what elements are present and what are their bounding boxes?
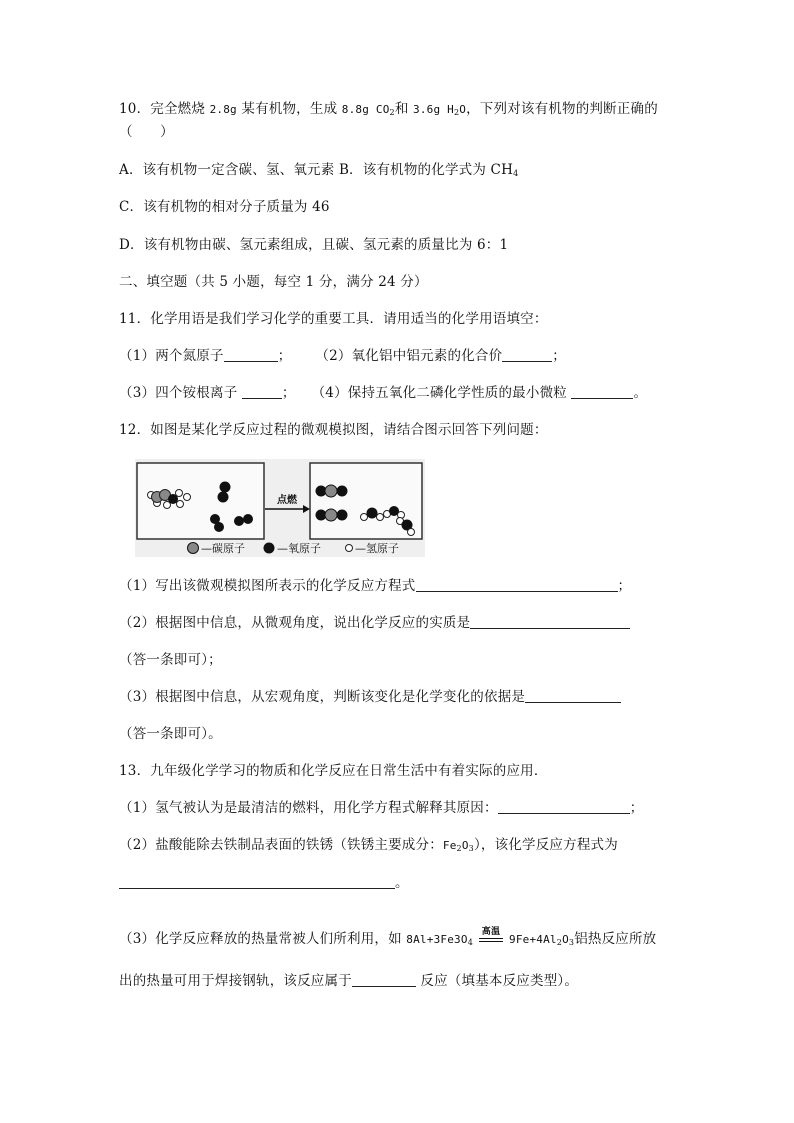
q13-stem: 13．九年级化学学习的物质和化学反应在日常生活中有着实际的应用． (119, 763, 548, 779)
q11-p2-end: ； (552, 348, 566, 364)
q10-mass2: 8.8g CO (341, 103, 390, 116)
q12-line3 (119, 688, 621, 706)
q10-sub: 4 (513, 169, 519, 178)
legend-carbon-swatch (188, 543, 199, 554)
answer-blank[interactable] (352, 973, 416, 987)
reaction-condition (477, 929, 505, 945)
q13-p2b: ），该化学反应方程式为 (473, 837, 618, 853)
q13-formula: Fe (442, 839, 457, 852)
q12-stem: 12．如图是某化学反应过程的微观模拟图，请结合图示回答下列问题： (119, 422, 548, 438)
condition-bar (479, 941, 503, 942)
q12-p1-end: ； (617, 578, 632, 594)
q13-p3d: 反应（填基本反应类型）。 (415, 973, 579, 989)
q12-line2 (119, 614, 630, 632)
arrow-label: 点燃 (277, 495, 297, 506)
legend-hydrogen: —氢原子 (355, 542, 399, 555)
q10-option-d: D．该有机物由碳、氢元素组成，且碳、氢元素的质量比为 6：1 (119, 237, 509, 253)
q13-p3c: 出的热量可用于焊接钢轨，该反应属于 (119, 973, 352, 989)
q10-paren: （ ） (119, 124, 174, 140)
q11-p3: （3）四个铵根离子 (119, 385, 242, 401)
q12-p3: （3）根据图中信息，从宏观角度，判断该变化是化学变化的依据是 (119, 689, 526, 705)
q10-option-c: C．该有机物的相对分子质量为 46 (119, 199, 330, 215)
q13-p3b: 铝热反应所放 (574, 931, 657, 947)
answer-blank[interactable] (525, 689, 621, 703)
q13-line3 (119, 929, 656, 952)
q10-option-a (119, 161, 518, 183)
q13-p1-end: ； (629, 800, 644, 816)
q12-p1: （1）写出该微观模拟图所表示的化学反应方程式 (119, 578, 416, 594)
q13-p3a: （3）化学反应释放的热量常被人们所利用，如 (119, 931, 407, 947)
condition-bar (479, 938, 503, 939)
answer-blank[interactable] (242, 385, 282, 399)
legend-carbon: —碳原子 (201, 542, 245, 555)
answer-blank[interactable] (502, 348, 552, 362)
q13-p2a: （2）盐酸能除去铁制品表面的铁锈（铁锈主要成分： (119, 837, 443, 853)
q10-stem-b: 某有机物，生成 (236, 101, 342, 117)
q10-option-a-text: A．该有机物一定含碳、氢、氧元素 B．该有机物的化学式为 CH (119, 162, 514, 178)
q11-stem: 11．化学用语是我们学习化学的重要工具．请用适当的化学用语填空： (119, 311, 548, 327)
q11-p1-end: ； (277, 348, 292, 364)
q13-line2b (119, 874, 409, 892)
co2-molecule (316, 509, 348, 521)
q13-eq-left: 8Al+3Fe (406, 933, 455, 946)
q13-eq-sub: 3 (568, 938, 575, 947)
section-heading: 二、填空题（共 5 小题，每空 1 分，满分 24 分） (119, 274, 428, 290)
q13-line1 (119, 799, 643, 817)
q10-mass3-o: O (459, 103, 467, 116)
q13-line2 (119, 836, 618, 858)
answer-blank[interactable] (224, 348, 278, 362)
q12-line1 (119, 577, 631, 595)
q13-eq-sub: 4 (467, 938, 473, 947)
q10-stem-d: ，下列对该有机物的判断正确的 (466, 101, 658, 117)
q10-stem-c: 和 (394, 101, 414, 117)
answer-blank[interactable] (416, 578, 618, 592)
q13-eq-right: 9Fe+4Al (509, 933, 557, 946)
q13-eq-sub: 2 (556, 938, 563, 947)
q10-sub: 2 (389, 108, 395, 117)
q11-line1 (119, 347, 566, 365)
legend-oxygen-swatch (264, 543, 275, 554)
q11-p2: （2）氧化铝中铝元素的化合价 (315, 348, 503, 364)
legend-hydrogen-swatch (346, 545, 353, 552)
q10-mass3: 3.6g H (413, 103, 454, 116)
q13-line3b (119, 972, 578, 990)
q12-p2: （2）根据图中信息，从微观角度，说出化学反应的实质是 (119, 615, 471, 631)
q11-p3-end: ； (281, 385, 296, 401)
q13-sub: 2 (456, 844, 462, 853)
q13-eq-o: O (460, 933, 468, 946)
q10-sub: 2 (453, 108, 460, 117)
reaction-diagram (135, 459, 425, 557)
answer-blank[interactable] (571, 385, 633, 399)
q13-eq-sub: 3 (454, 933, 461, 946)
q10-stem-a: 10．完全燃烧 (119, 101, 210, 117)
q13-eq-o: O (562, 933, 569, 946)
co2-molecule (316, 485, 348, 497)
q12-line2b: （答一条即可）； (119, 652, 222, 668)
condition-label: 高温 (481, 927, 501, 937)
q12-line3b: （答一条即可）。 (119, 726, 222, 742)
q10-stem (119, 100, 658, 122)
q10-mass1: 2.8g (209, 103, 237, 116)
q11-p4-end: 。 (633, 385, 648, 401)
q11-p4: （4）保持五氧化二磷化学性质的最小微粒 (311, 385, 572, 401)
q13-p2-end: 。 (395, 875, 409, 891)
legend (188, 541, 400, 555)
q11-line2 (119, 384, 647, 402)
q13-sub: 3 (468, 844, 474, 853)
answer-blank[interactable] (119, 875, 395, 889)
legend-oxygen: —氧原子 (277, 542, 321, 555)
answer-blank[interactable] (470, 615, 630, 629)
q13-p1: （1）氢气被认为是最清洁的燃料，用化学方程式解释其原因： (119, 800, 498, 816)
answer-blank[interactable] (498, 800, 630, 814)
q11-p1: （1）两个氮原子 (119, 348, 224, 364)
q13-formula: O (461, 839, 469, 852)
